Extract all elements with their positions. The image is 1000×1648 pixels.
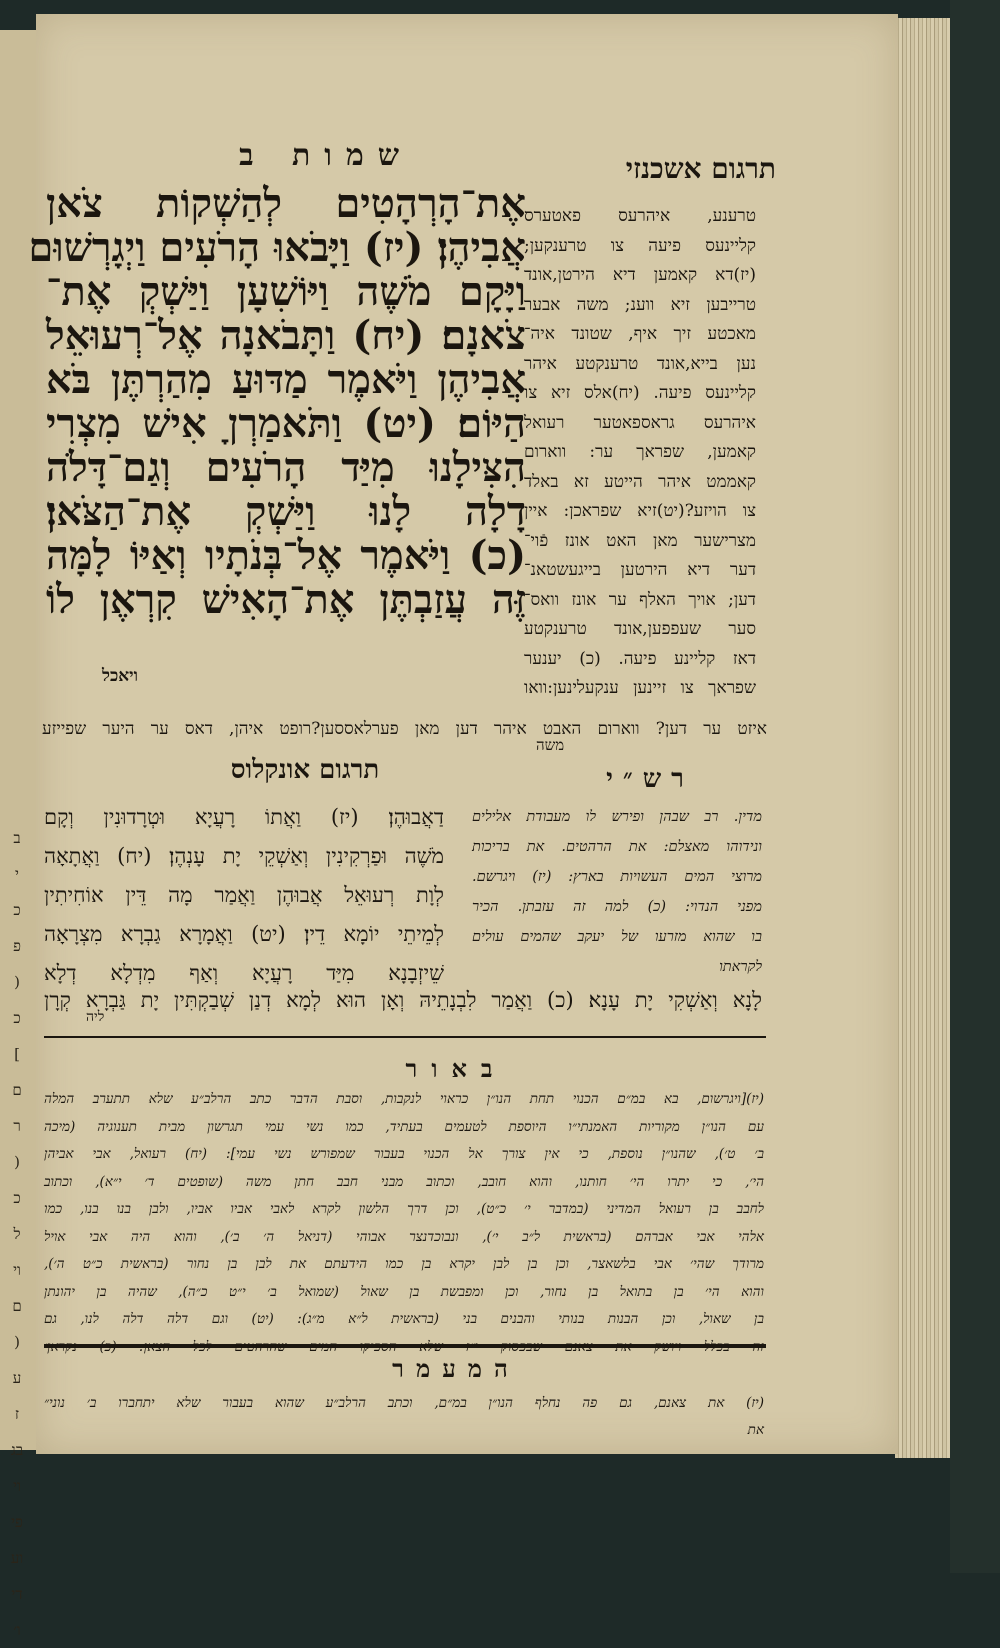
ashkenazi-line: נען בייא,אונד טרענקטע איהר bbox=[524, 353, 756, 374]
ashkenazi-line: דאז קליינע פיעה. (כ) יענער bbox=[524, 648, 756, 669]
main-scripture-text bbox=[28, 180, 526, 623]
previous-page-fragment: ם bbox=[12, 1297, 22, 1315]
meamer-commentary bbox=[44, 1390, 764, 1444]
scripture-line: הִצִּילָנוּ מִיַּד הָרֹעִים וְגַם־דָּלֹה bbox=[46, 444, 526, 491]
ashkenazi-continuation: איזט ער דען? ווארום האבט איהר דען מאן פערלאססען?רופט איהן, דאס ער היער שפייזע bbox=[42, 719, 767, 739]
scripture-line: זֶּה עֲזַבְתֶּן אֶת־הָאִישׁ קִרְאֶן לוֹ bbox=[46, 576, 526, 623]
meamer-line: (יז) את צאנם, גם פה נחלף הנו״ן במ״ם, וכתב הרלב״ע שהוא בעבור שלא יתחברו ב׳ נוני״ bbox=[44, 1395, 764, 1411]
rashi-line: מפני הנדוי: (כ) למה זה עזבתן. הכיר bbox=[472, 899, 762, 915]
book-page bbox=[28, 14, 898, 1454]
page-edges bbox=[895, 18, 957, 1458]
ashkenazi-translation bbox=[524, 202, 756, 704]
scripture-line: אֶת־הָרְהָטִים לְהַשְׁקוֹת צֹאן bbox=[46, 180, 526, 227]
scripture-line: צֹאנָם׃ (יח) וַתָּבֹאנָה אֶל־רְעוּאֵל bbox=[46, 312, 526, 359]
ashkenazi-line: קאמען, שפראך ער: ווארום bbox=[524, 442, 756, 462]
ashkenazi-line: דען; אויך האלף ער אונז וואס־ bbox=[524, 589, 756, 610]
rashi-line: בו שהוא מזרעו של יעקב שהמים עולים bbox=[472, 929, 762, 945]
previous-page-fragment: ] bbox=[14, 1045, 20, 1063]
ashkenazi-line: דער דיא הירטען בייגעשטאנ־ bbox=[524, 560, 756, 580]
ashkenazi-title: תרגום אשכנזי bbox=[625, 152, 776, 185]
biur-line: מרודך שהי׳ אבי בלשאצר, וכן בן לבן יקרא בן כמו הידעתם את לבן בן נחור (בראשית כ״ט ה׳), bbox=[44, 1256, 764, 1272]
rashi-line: מדין. רב שבהן ופירש לו מעבודת אלילים bbox=[472, 809, 762, 825]
ashkenazi-line: קאממט איהר הייטע זא באלד bbox=[524, 471, 756, 492]
biur-line: עם הנו״ן מקוריות האמנתי״ו היוספת לטעמים בעתיד, כמו נשי עמי תגרשון מבית תענוגיה (מיכה bbox=[44, 1118, 764, 1135]
ashkenazi-line: קליינעס פיעה. (יח)אלס זיא צו bbox=[524, 383, 756, 403]
page-heading: שמות ב bbox=[239, 138, 413, 173]
biur-line: (יז)[ויגרשום, בא במ״ם הכנוי תחת הנו״ן כראוי לנקבות, וסבת הדבר כתב הרלב״ע שלא תתערב המלה bbox=[44, 1091, 764, 1107]
scripture-line: דָלָה לָנוּ וַיַּשְׁקְ אֶת־הַצֹּאן׃ bbox=[46, 488, 526, 535]
ashkenazi-line: מאכטע זיך איף, שטונד איה־ bbox=[524, 324, 756, 344]
section-divider-thick-line bbox=[44, 1344, 766, 1348]
ashkenazi-catchword: משה bbox=[536, 736, 565, 754]
previous-page-column bbox=[2, 820, 32, 1648]
ashkenazi-line: איהרעס גראספאטער רעואל bbox=[524, 412, 756, 433]
main-catchword: ויאכל bbox=[102, 666, 138, 686]
previous-page-fragment: ל bbox=[13, 1225, 21, 1243]
onkelos-catchword: ליה bbox=[86, 1009, 105, 1025]
onkelos-title: תרגום אונקלוס bbox=[230, 755, 380, 785]
previous-page-fragment: ם bbox=[12, 1081, 22, 1099]
previous-page-fragment: בג bbox=[10, 1441, 24, 1459]
previous-page-fragment: ב bbox=[13, 829, 21, 847]
biur-line: הי׳, כי יתרו הי׳ חותנו, והוא חובב, וכתוב מבני חבב חתן משה (שופטים ד׳ י״א), וכתוב bbox=[44, 1173, 764, 1190]
previous-page-fragment: י bbox=[15, 865, 19, 883]
previous-page-fragment: ו׳ bbox=[13, 1621, 21, 1639]
rashi-commentary bbox=[472, 802, 762, 982]
previous-page-fragment: ז bbox=[14, 1405, 20, 1423]
onkelos-continuation: לָנָא וְאַשְׁקִי יָת עָנָא׃ (כ) וַאֲמַר לִבְנָתֵיהּ וְאָן הוּא לְמָא דְנַן שְׁבַקְתִּין יָת גַּבְרָא קְרָן bbox=[44, 988, 762, 1012]
previous-page-fragment: כ bbox=[13, 1009, 21, 1027]
biur-commentary bbox=[44, 1086, 764, 1361]
ashkenazi-line: טרייבען זיא ווענ; משה אבער bbox=[524, 294, 756, 315]
section-divider-line bbox=[44, 1036, 766, 1038]
previous-page-fragment: ( bbox=[14, 1333, 20, 1351]
onkelos-line: מֹשֶׁה וּפַרְקִינִין וְאַשְׁקֵי יָת עָנְהֶן׃ (יח) וַאֲתָאָה bbox=[44, 844, 444, 868]
ashkenazi-line: צו הויזע?(יט)זיא שפראכן: איין bbox=[524, 501, 756, 521]
rashi-title: רש״י bbox=[606, 764, 694, 794]
previous-page-fragment: פי bbox=[11, 1513, 23, 1531]
onkelos-line: לְוָת רְעוּאֵל אֲבוּהֶן וַאֲמַר מָה דֵּין אוֹחִיתִין bbox=[44, 883, 444, 907]
rashi-line: מרוצי המים העשויות בארץ: (יז) ויגרשם. bbox=[472, 869, 762, 885]
onkelos-line: לְמֵיתֵי יוֹמָא דֵין׃ (יט) וַאֲמָרָא גַבְרָא מִצְרָאָה bbox=[44, 922, 444, 946]
previous-page-fragment: ( bbox=[14, 1153, 20, 1171]
previous-page-fragment: די bbox=[11, 1585, 23, 1603]
previous-page-fragment: ( bbox=[14, 973, 20, 991]
ashkenazi-line: שפראך צו זיינען ענקעלינען:וואו bbox=[524, 678, 756, 698]
meamer-line: את bbox=[747, 1422, 764, 1438]
biur-title: באור bbox=[405, 1054, 507, 1083]
biur-line: בן שאול, וכן הבנות בנותי והבנים בני (בראשית ל״א מ״ג): (יט) וגם דלה דלה לנו, גם bbox=[44, 1311, 764, 1327]
biur-line: אלהי אבי אברהם (בראשית ל״ב י׳), ונבוכדנצר אבוהי (דניאל ה׳ ב׳), והוא היה אבי אויל bbox=[44, 1228, 764, 1245]
biur-line: לחבב בן רעואל המדיני (במדבר י׳ כ״ט), וכן דרך הלשון לקרא לאבי אביו אביו, ולבן בנו בנו, כמו bbox=[44, 1201, 764, 1217]
previous-page-fragment: כ bbox=[13, 901, 21, 919]
ashkenazi-line: (יז)דא קאמען דיא הירטן,אונד bbox=[524, 265, 756, 285]
previous-page-fragment: וי bbox=[13, 1477, 21, 1495]
scripture-line: וַיָּקָם מֹשֶׁה וַיּוֹשִׁעָן וַיַּשְׁקְ אֶת־ bbox=[46, 268, 526, 315]
ashkenazi-line: קליינעס פיעה צו טרענקען; bbox=[524, 235, 756, 256]
onkelos-line: שֵׁיזְבָנָא מִיַּד רָעֲיָא וְאַף מִדְלָא דְלָא bbox=[44, 961, 444, 985]
meamer-title: המעמר bbox=[392, 1354, 520, 1383]
onkelos-line: דַאֲבוּהֶן׃ (יז) וַאֲתוֹ רָעֲיָא וּטְרָדוּנִין וְקָם bbox=[44, 805, 444, 829]
scripture-line: אֲבִיהֶן׃ (יז) וַיָּבֹאוּ הָרֹעִים וַיְגָרְשׁוּם bbox=[28, 224, 526, 271]
onkelos-translation bbox=[44, 798, 444, 993]
rashi-line: ונידוהו מאצלם: את הרהטים. את בריכות bbox=[472, 839, 762, 855]
biur-line: ב׳ ט׳), שהנו״ן נוספת, כי אין צורך אל הכנוי בעבור שמפורש נשי עמי]: (יח) רעואל, אבי אביהן bbox=[44, 1146, 764, 1162]
previous-page-fragment: וי bbox=[13, 1261, 21, 1279]
previous-page-fragment: ר bbox=[13, 1117, 21, 1135]
previous-page-fragment: וע bbox=[10, 1549, 24, 1567]
ashkenazi-line: טרענע, איהרעס פאטערס bbox=[524, 206, 756, 226]
biur-line: והוא הי׳ בן בתואל בן נחור, וכן ומפבשת בן שאול (שמואל ב׳ י״ט כ״ה), שהיה בן יהונתן bbox=[44, 1283, 764, 1300]
ashkenazi-line: סער שעפפען,אונד טרענקטע bbox=[524, 619, 756, 639]
ashkenazi-line: מצרישער מאן האט אונז פֿוי־ bbox=[524, 530, 756, 551]
rashi-line: לקראתו bbox=[719, 959, 762, 975]
book-cover bbox=[950, 0, 1000, 1573]
scripture-line: הַיּוֹם׃ (יט) וַתֹּאמַרְןָ אִישׁ מִצְרִי bbox=[46, 400, 526, 447]
previous-page-fragment: ע bbox=[12, 1369, 22, 1387]
scripture-line: אֲבִיהֶן וַיֹּאמֶר מַדּוּעַ מִהַרְתֶּן בֹּא bbox=[46, 356, 526, 403]
previous-page-fragment: כ bbox=[13, 1189, 21, 1207]
scripture-line: (כ) וַיֹּאמֶר אֶל־בְּנֹתָיו וְאַיּוֹ לָמָּה bbox=[46, 532, 526, 579]
previous-page-fragment: פ bbox=[13, 937, 21, 955]
